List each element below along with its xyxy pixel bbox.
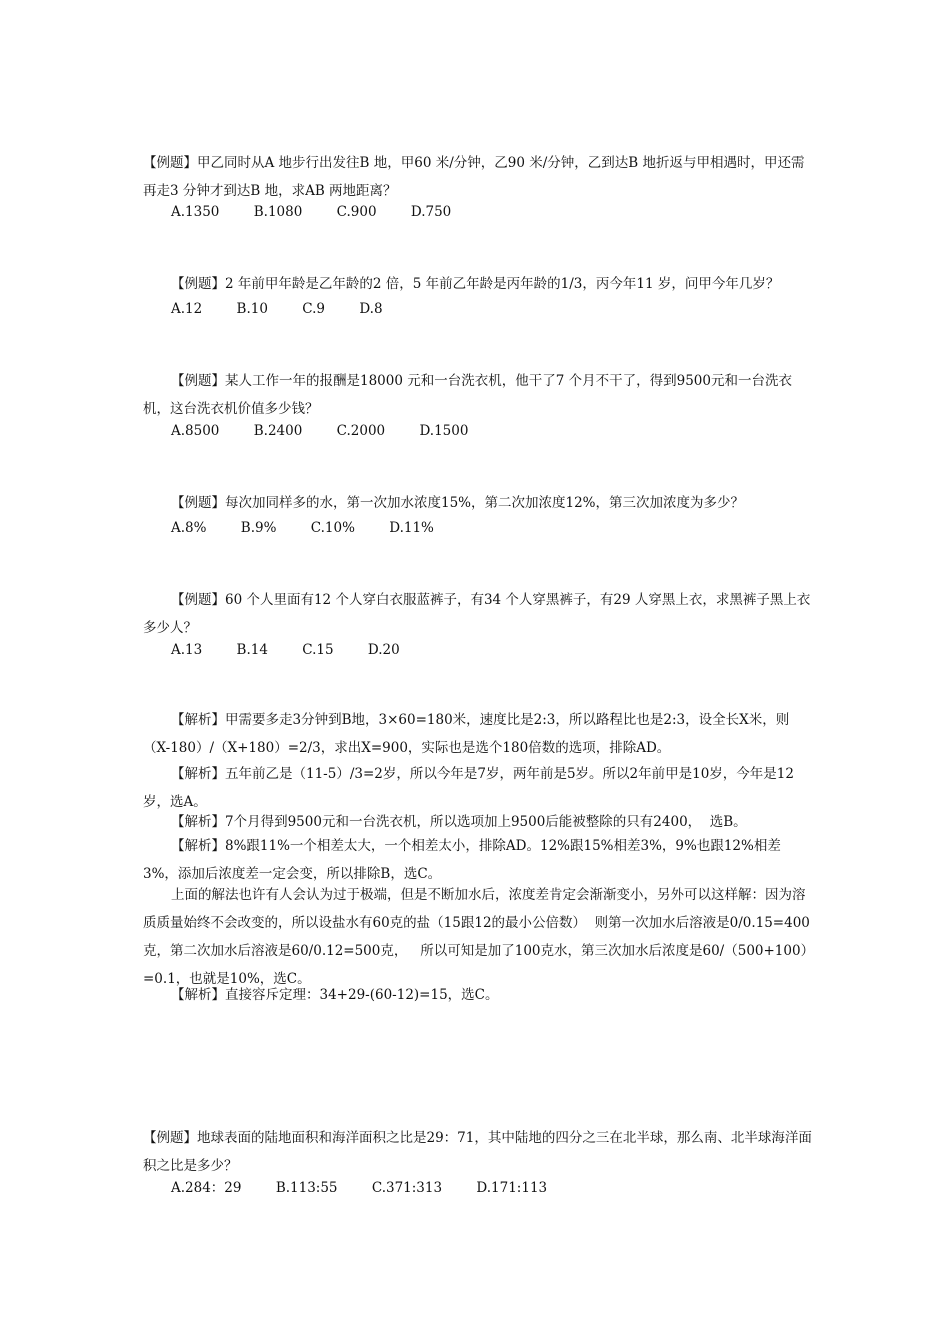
question-3-options: A.8500 B.2400 C.2000 D.1500: [171, 423, 469, 439]
question-6-options: A.284：29 B.113:55 C.371:313 D.171:113: [171, 1180, 548, 1196]
question-2-options: A.12 B.10 C.9 D.8: [171, 301, 383, 317]
question-6-text: 【例题】地球表面的陆地面积和海洋面积之比是29：71，其中陆地的四分之三在北半球，那么南、北半球海洋面积之比是多少？: [143, 1130, 812, 1174]
analysis-4-alternative: 上面的解法也许有人会认为过于极端，但是不断加水后，浓度差肯定会渐渐变小，另外可以这样解：因为溶质质量始终不会改变的，所以设盐水有60克的盐（15跟12的最小公倍数） 则第一次加水后溶液是0/0.15=400克，第二次加水后溶液是60/0.12=500克， 所以可知是加了100克水，第三次加水后浓度是60/（500+100）=0.1，也就是10%，选C。: [143, 887, 810, 987]
question-1-text: 【例题】甲乙同时从A 地步行出发往B 地，甲60 米/分钟，乙90 米/分钟，乙到达B 地折返与甲相遇时，甲还需再走3 分钟才到达B 地，求AB 两地距离？: [143, 155, 805, 199]
question-3-text: 【例题】某人工作一年的报酬是18000 元和一台洗衣机，他干了7 个月不干了，得到9500元和一台洗衣机，这台洗衣机价值多少钱？: [143, 373, 792, 417]
analysis-2: 【解析】五年前乙是（11-5）/3=2岁，所以今年是7岁，两年前是5岁。所以2年前甲是10岁，今年是12岁，选A。: [143, 766, 794, 810]
question-5-text: 【例题】60 个人里面有12 个人穿白衣服蓝裤子，有34 个人穿黑裤子，有29 人穿黑上衣，求黑裤子黑上衣多少人？: [143, 592, 811, 636]
question-4-options: A.8% B.9% C.10% D.11%: [171, 520, 434, 536]
analysis-5: 【解析】直接容斥定理：34+29-(60-12)=15，选C。: [171, 987, 499, 1003]
analysis-4: 【解析】8%跟11%一个相差太大，一个相差太小，排除AD。12%跟15%相差3%，9%也跟12%相差3%，添加后浓度差一定会变，所以排除B，选C。: [143, 838, 781, 882]
analysis-3: 【解析】7个月得到9500元和一台洗衣机，所以选项加上9500后能被整除的只有2400， 选B。: [171, 814, 747, 830]
question-4-text: 【例题】每次加同样多的水，第一次加水浓度15%，第二次加浓度12%，第三次加浓度为多少？: [171, 495, 745, 511]
question-5-options: A.13 B.14 C.15 D.20: [171, 642, 400, 658]
analysis-1: 【解析】甲需要多走3分钟到B地，3×60=180米，速度比是2:3，所以路程比也是2:3，设全长X米，则（X-180）/（X+180）=2/3，求出X=900，实际也是选个180倍数的选项，排除AD。: [143, 712, 790, 756]
question-2-text: 【例题】2 年前甲年龄是乙年龄的2 倍，5 年前乙年龄是丙年龄的1/3，丙今年11 岁，问甲今年几岁？: [171, 276, 780, 292]
question-1-options: A.1350 B.1080 C.900 D.750: [171, 204, 452, 220]
